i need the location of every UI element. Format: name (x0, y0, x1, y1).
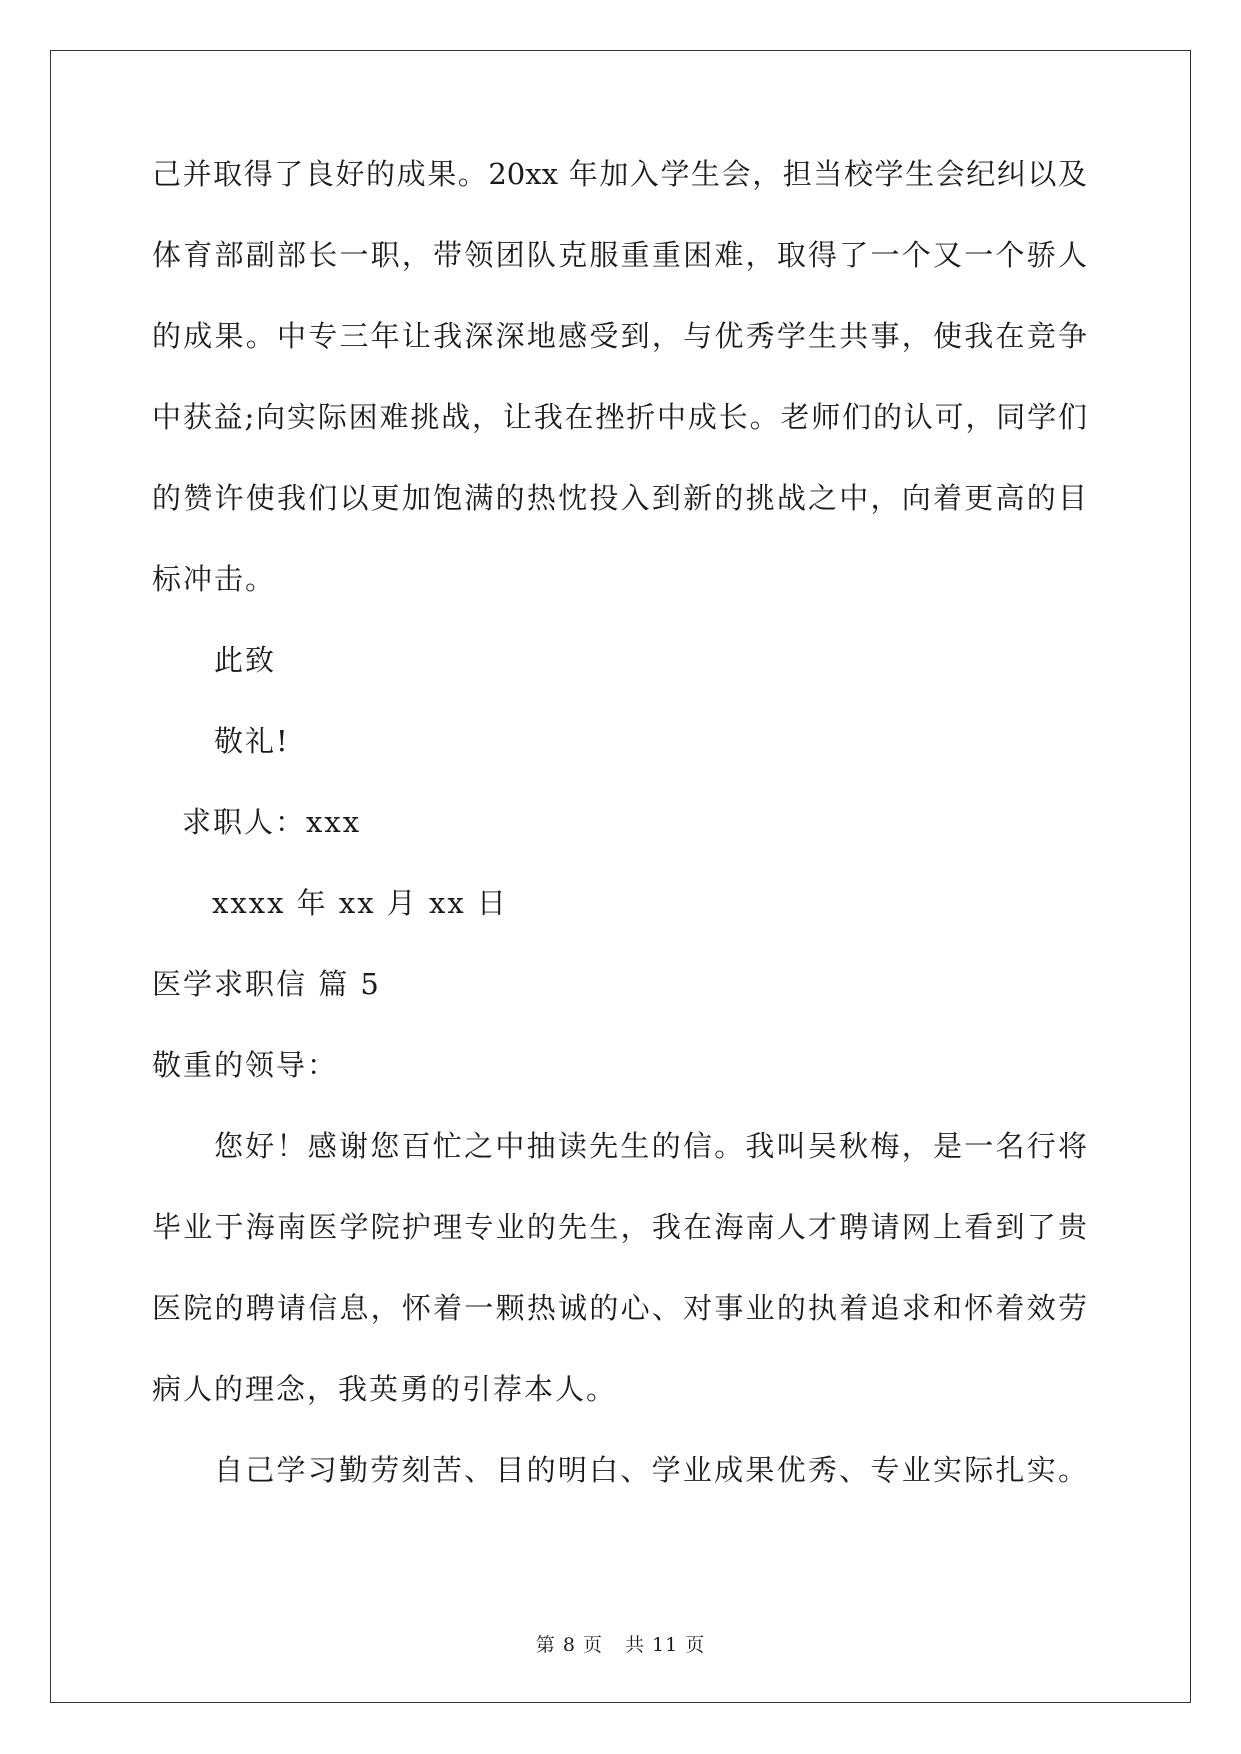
paragraph-line: 己并取得了良好的成果。20xx 年加入学生会，担当校学生会纪纠以及 (152, 157, 1087, 191)
paragraph-line: 医院的聘请信息，怀着一颗热诚的心、对事业的执着追求和怀着效劳 (152, 1291, 1087, 1325)
section-title: 医学求职信 篇 5 (152, 967, 381, 1001)
paragraph-line: 标冲击。 (152, 562, 277, 596)
paragraph-line: 自己学习勤劳刻苦、目的明白、学业成果优秀、专业实际扎实。 (214, 1453, 1087, 1487)
paragraph-line: 病人的理念，我英勇的引荐本人。 (152, 1372, 618, 1406)
applicant-signature: 求职人：xxx (182, 805, 362, 839)
paragraph-line: 体育部副部长一职，带领团队克服重重困难，取得了一个又一个骄人 (152, 238, 1087, 272)
page-footer (0, 1630, 1241, 1657)
letter-date: xxxx 年 xx 月 xx 日 (212, 886, 508, 920)
paragraph-line: 的成果。中专三年让我深深地感受到，与优秀学生共事，使我在竞争 (152, 319, 1087, 353)
page-number: 第 8 页 (535, 1634, 603, 1656)
page-total: 共 11 页 (624, 1634, 706, 1656)
paragraph-line: 的赞许使我们以更加饱满的热忱投入到新的挑战之中，向着更高的目 (152, 481, 1087, 515)
paragraph-line: 毕业于海南医学院护理专业的先生，我在海南人才聘请网上看到了贵 (152, 1210, 1087, 1244)
letter-greeting: 敬重的领导： (152, 1048, 339, 1082)
paragraph-line: 您好！感谢您百忙之中抽读先生的信。我叫吴秋梅，是一名行将 (214, 1129, 1087, 1163)
closing-salutation: 此致 (214, 643, 277, 677)
paragraph-line: 中获益;向实际困难挑战，让我在挫折中成长。老师们的认可，同学们 (152, 400, 1087, 434)
closing-respect: 敬礼! (214, 724, 290, 758)
